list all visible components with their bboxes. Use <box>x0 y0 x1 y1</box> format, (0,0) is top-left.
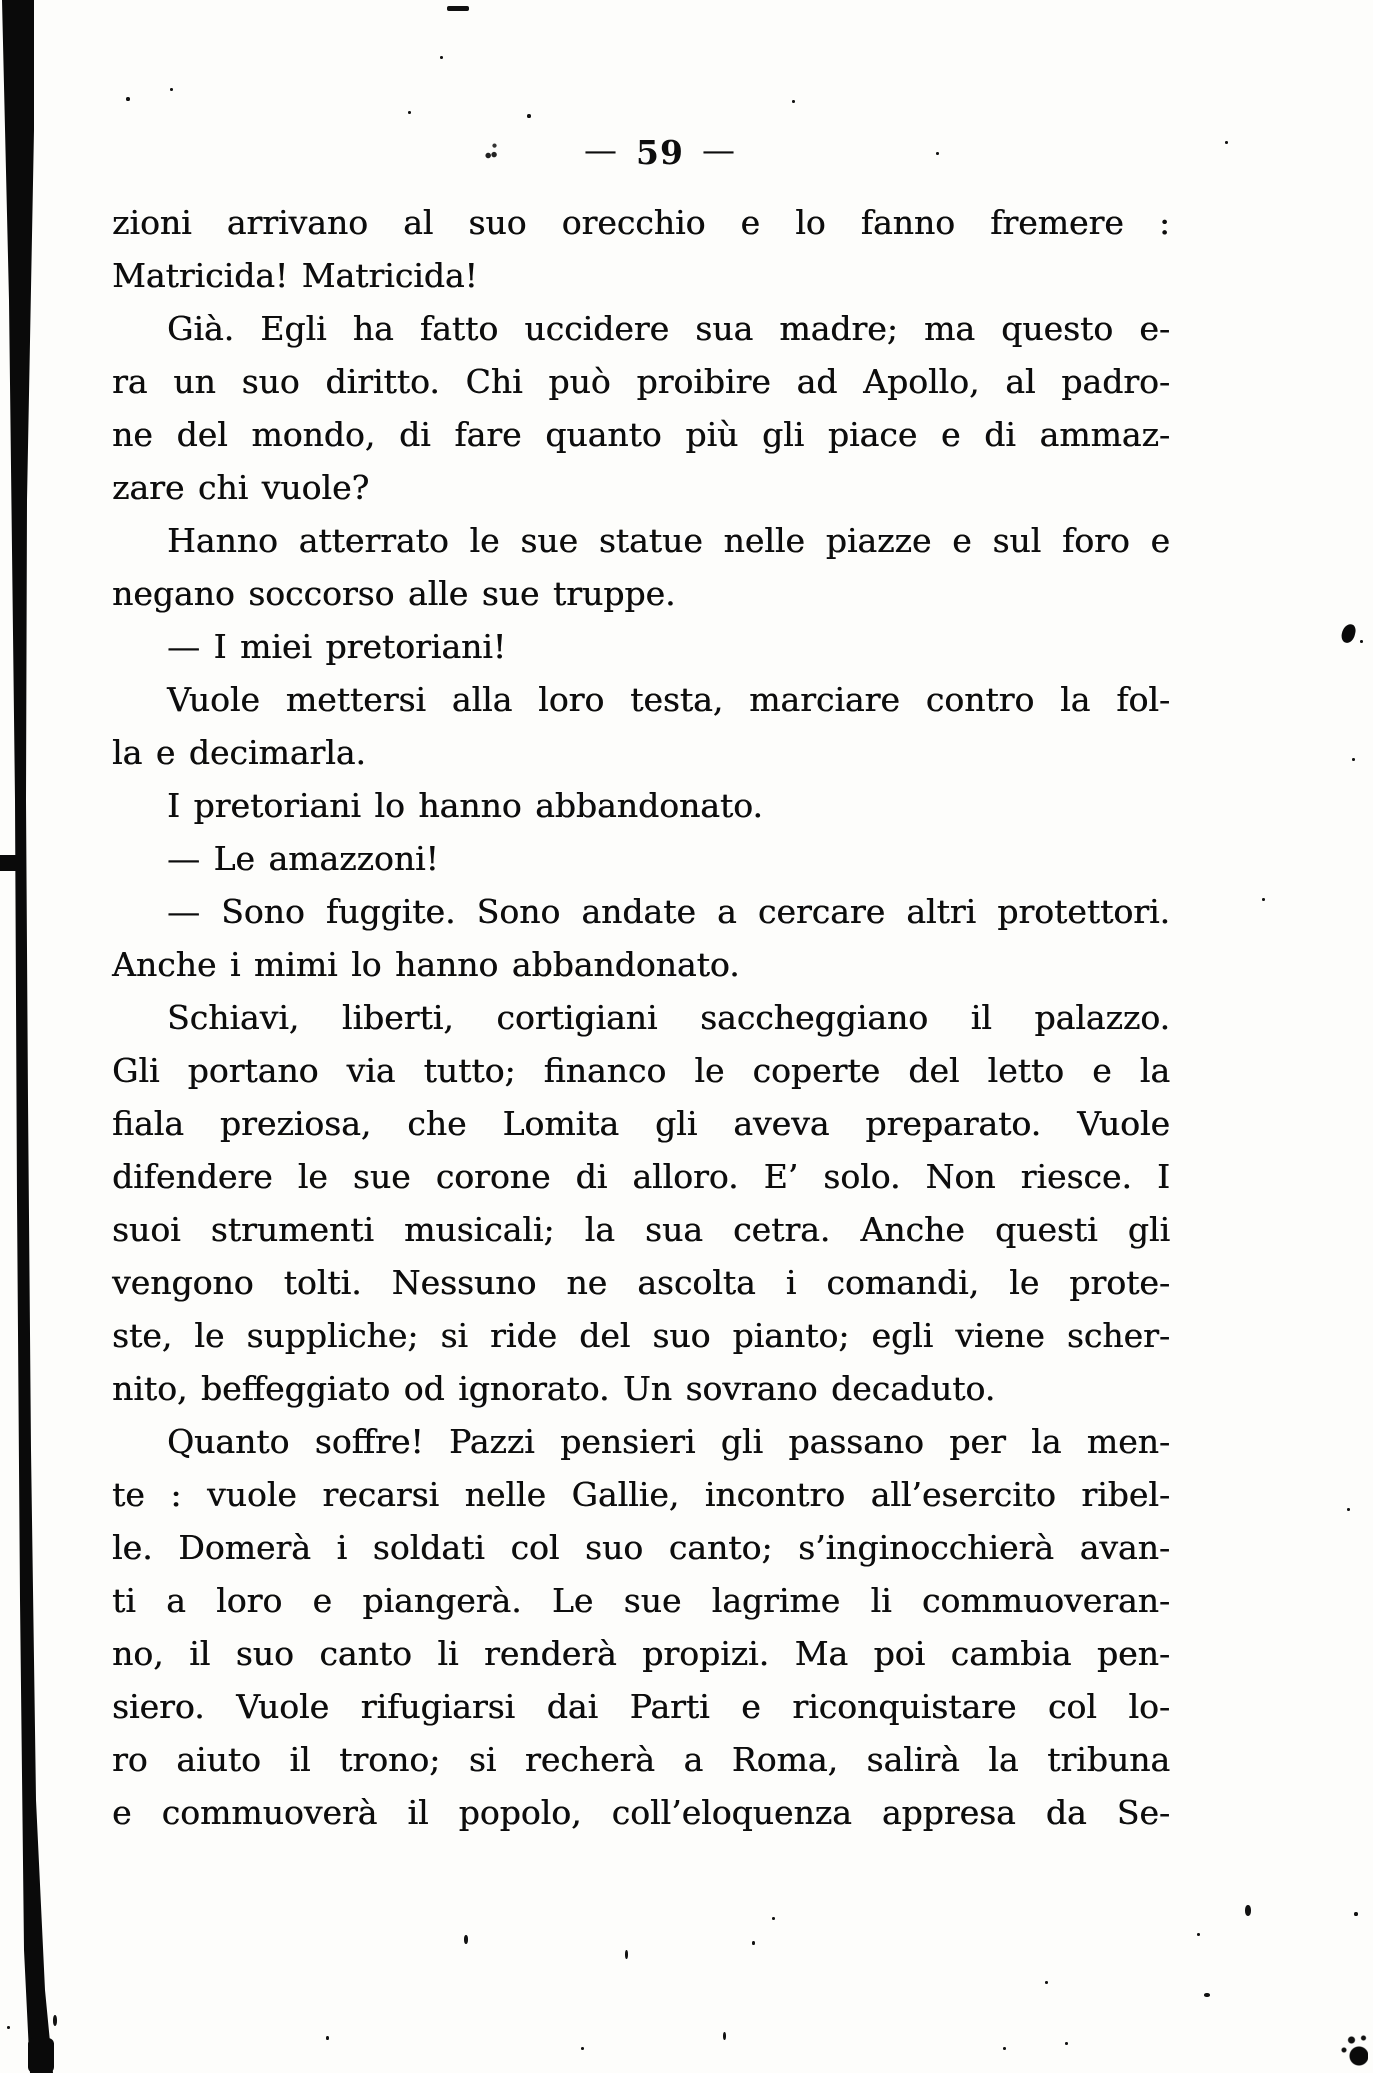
text-line: zioni arrivano al suo orecchio e lo fanno fremere : <box>112 203 1170 242</box>
text-line: ne del mondo, di fare quanto più gli piace e di ammaz- <box>112 415 1170 454</box>
ink-speck <box>126 97 130 101</box>
text-line: la e decimarla. <box>112 733 366 772</box>
ink-speck <box>1262 898 1265 901</box>
ink-speck <box>1354 1912 1358 1916</box>
text-block <box>112 196 1170 1839</box>
text-line: no, il suo canto li renderà propizi. Ma poi cambia pen- <box>112 1634 1170 1673</box>
text-line: Già. Egli ha fatto uccidere sua madre; ma questo e- <box>167 309 1170 348</box>
text-line: ro aiuto il trono; si recherà a Roma, salirà la tribuna <box>112 1740 1170 1779</box>
text-line: difendere le sue corone di alloro. E’ solo. Non riesce. I <box>112 1157 1170 1196</box>
text-line: fiala preziosa, che Lomita gli aveva preparato. Vuole <box>112 1104 1170 1143</box>
text-line: — Sono fuggite. Sono andate a cercare altri protettori. <box>167 892 1170 931</box>
ink-speck <box>7 2026 10 2029</box>
ink-speck <box>772 1917 775 1920</box>
text-line: ra un suo diritto. Chi può proibire ad Apollo, al padro- <box>112 362 1170 401</box>
ink-speck <box>527 114 531 118</box>
text-line: zare chi vuole? <box>112 468 370 507</box>
header-right-dash: — <box>701 130 736 169</box>
text-line: vengono tolti. Nessuno ne ascolta i comandi, le prote- <box>112 1263 1170 1302</box>
text-line: I pretoriani lo hanno abbandonato. <box>167 786 763 825</box>
ink-speck <box>464 1935 468 1944</box>
ink-speck <box>440 56 443 59</box>
text-line: Matricida! Matricida! <box>112 256 478 295</box>
text-line: Anche i mimi lo hanno abbandonato. <box>112 945 740 984</box>
ink-speck <box>1197 1933 1200 1936</box>
ink-speck <box>581 2047 584 2050</box>
ink-speck <box>1352 758 1355 761</box>
ink-speck <box>1360 640 1363 643</box>
text-line: ste, le suppliche; si ride del suo pianto; egli viene scher- <box>112 1316 1170 1355</box>
ink-speck <box>752 1941 755 1945</box>
ink-speck <box>936 152 939 155</box>
text-line: — I miei pretoriani! <box>167 627 507 666</box>
ink-speck <box>1347 1508 1350 1511</box>
ink-speck <box>53 2015 57 2026</box>
text-line: suoi strumenti musicali; la sua cetra. Anche questi gli <box>112 1210 1170 1249</box>
ink-speck <box>1225 141 1228 144</box>
text-line: negano soccorso alle sue truppe. <box>112 574 676 613</box>
ink-speck <box>447 6 469 11</box>
scan-edge-artifact <box>0 0 62 2073</box>
ink-speck <box>408 111 411 114</box>
ink-speck <box>792 100 795 103</box>
ink-blob <box>1340 623 1357 644</box>
text-line: Hanno atterrato le sue statue nelle piazze e sul foro e <box>167 521 1170 560</box>
page-header <box>0 130 1320 172</box>
text-line: Quanto soffre! Pazzi pensieri gli passano per la men- <box>167 1422 1170 1461</box>
text-line: e commuoverà il popolo, coll’eloquenza appresa da Se- <box>112 1793 1170 1832</box>
ink-speck <box>326 2036 329 2040</box>
text-line: Schiavi, liberti, cortigiani saccheggiano il palazzo. <box>167 998 1170 1037</box>
ink-speck <box>170 88 173 91</box>
ink-speck <box>625 1950 628 1959</box>
ink-speck <box>723 2032 726 2040</box>
ink-speck <box>1204 1993 1210 1997</box>
ink-speck <box>1245 1905 1251 1916</box>
text-line: Vuole mettersi alla loro testa, marciare contro la fol- <box>167 680 1170 719</box>
page-number: 59 <box>636 133 684 172</box>
ink-speck <box>1003 2047 1006 2050</box>
text-line: nito, beffeggiato od ignorato. Un sovrano decaduto. <box>112 1369 996 1408</box>
ink-speck <box>1045 1981 1048 1984</box>
text-line: le. Domerà i soldati col suo canto; s’inginocchierà avan- <box>112 1528 1170 1567</box>
ink-speck <box>1065 2042 1068 2045</box>
ink-smudge <box>484 142 498 160</box>
ink-blob-corner <box>1338 2028 1368 2068</box>
text-line: — Le amazzoni! <box>167 839 439 878</box>
text-line: siero. Vuole rifugiarsi dai Parti e riconquistare col lo- <box>112 1687 1170 1726</box>
text-line: te : vuole recarsi nelle Gallie, incontro all’esercito ribel- <box>112 1475 1170 1514</box>
header-left-dash: — <box>584 130 619 169</box>
text-line: Gli portano via tutto; financo le coperte del letto e la <box>112 1051 1170 1090</box>
text-line: ti a loro e piangerà. Le sue lagrime li commuoveran- <box>112 1581 1170 1620</box>
